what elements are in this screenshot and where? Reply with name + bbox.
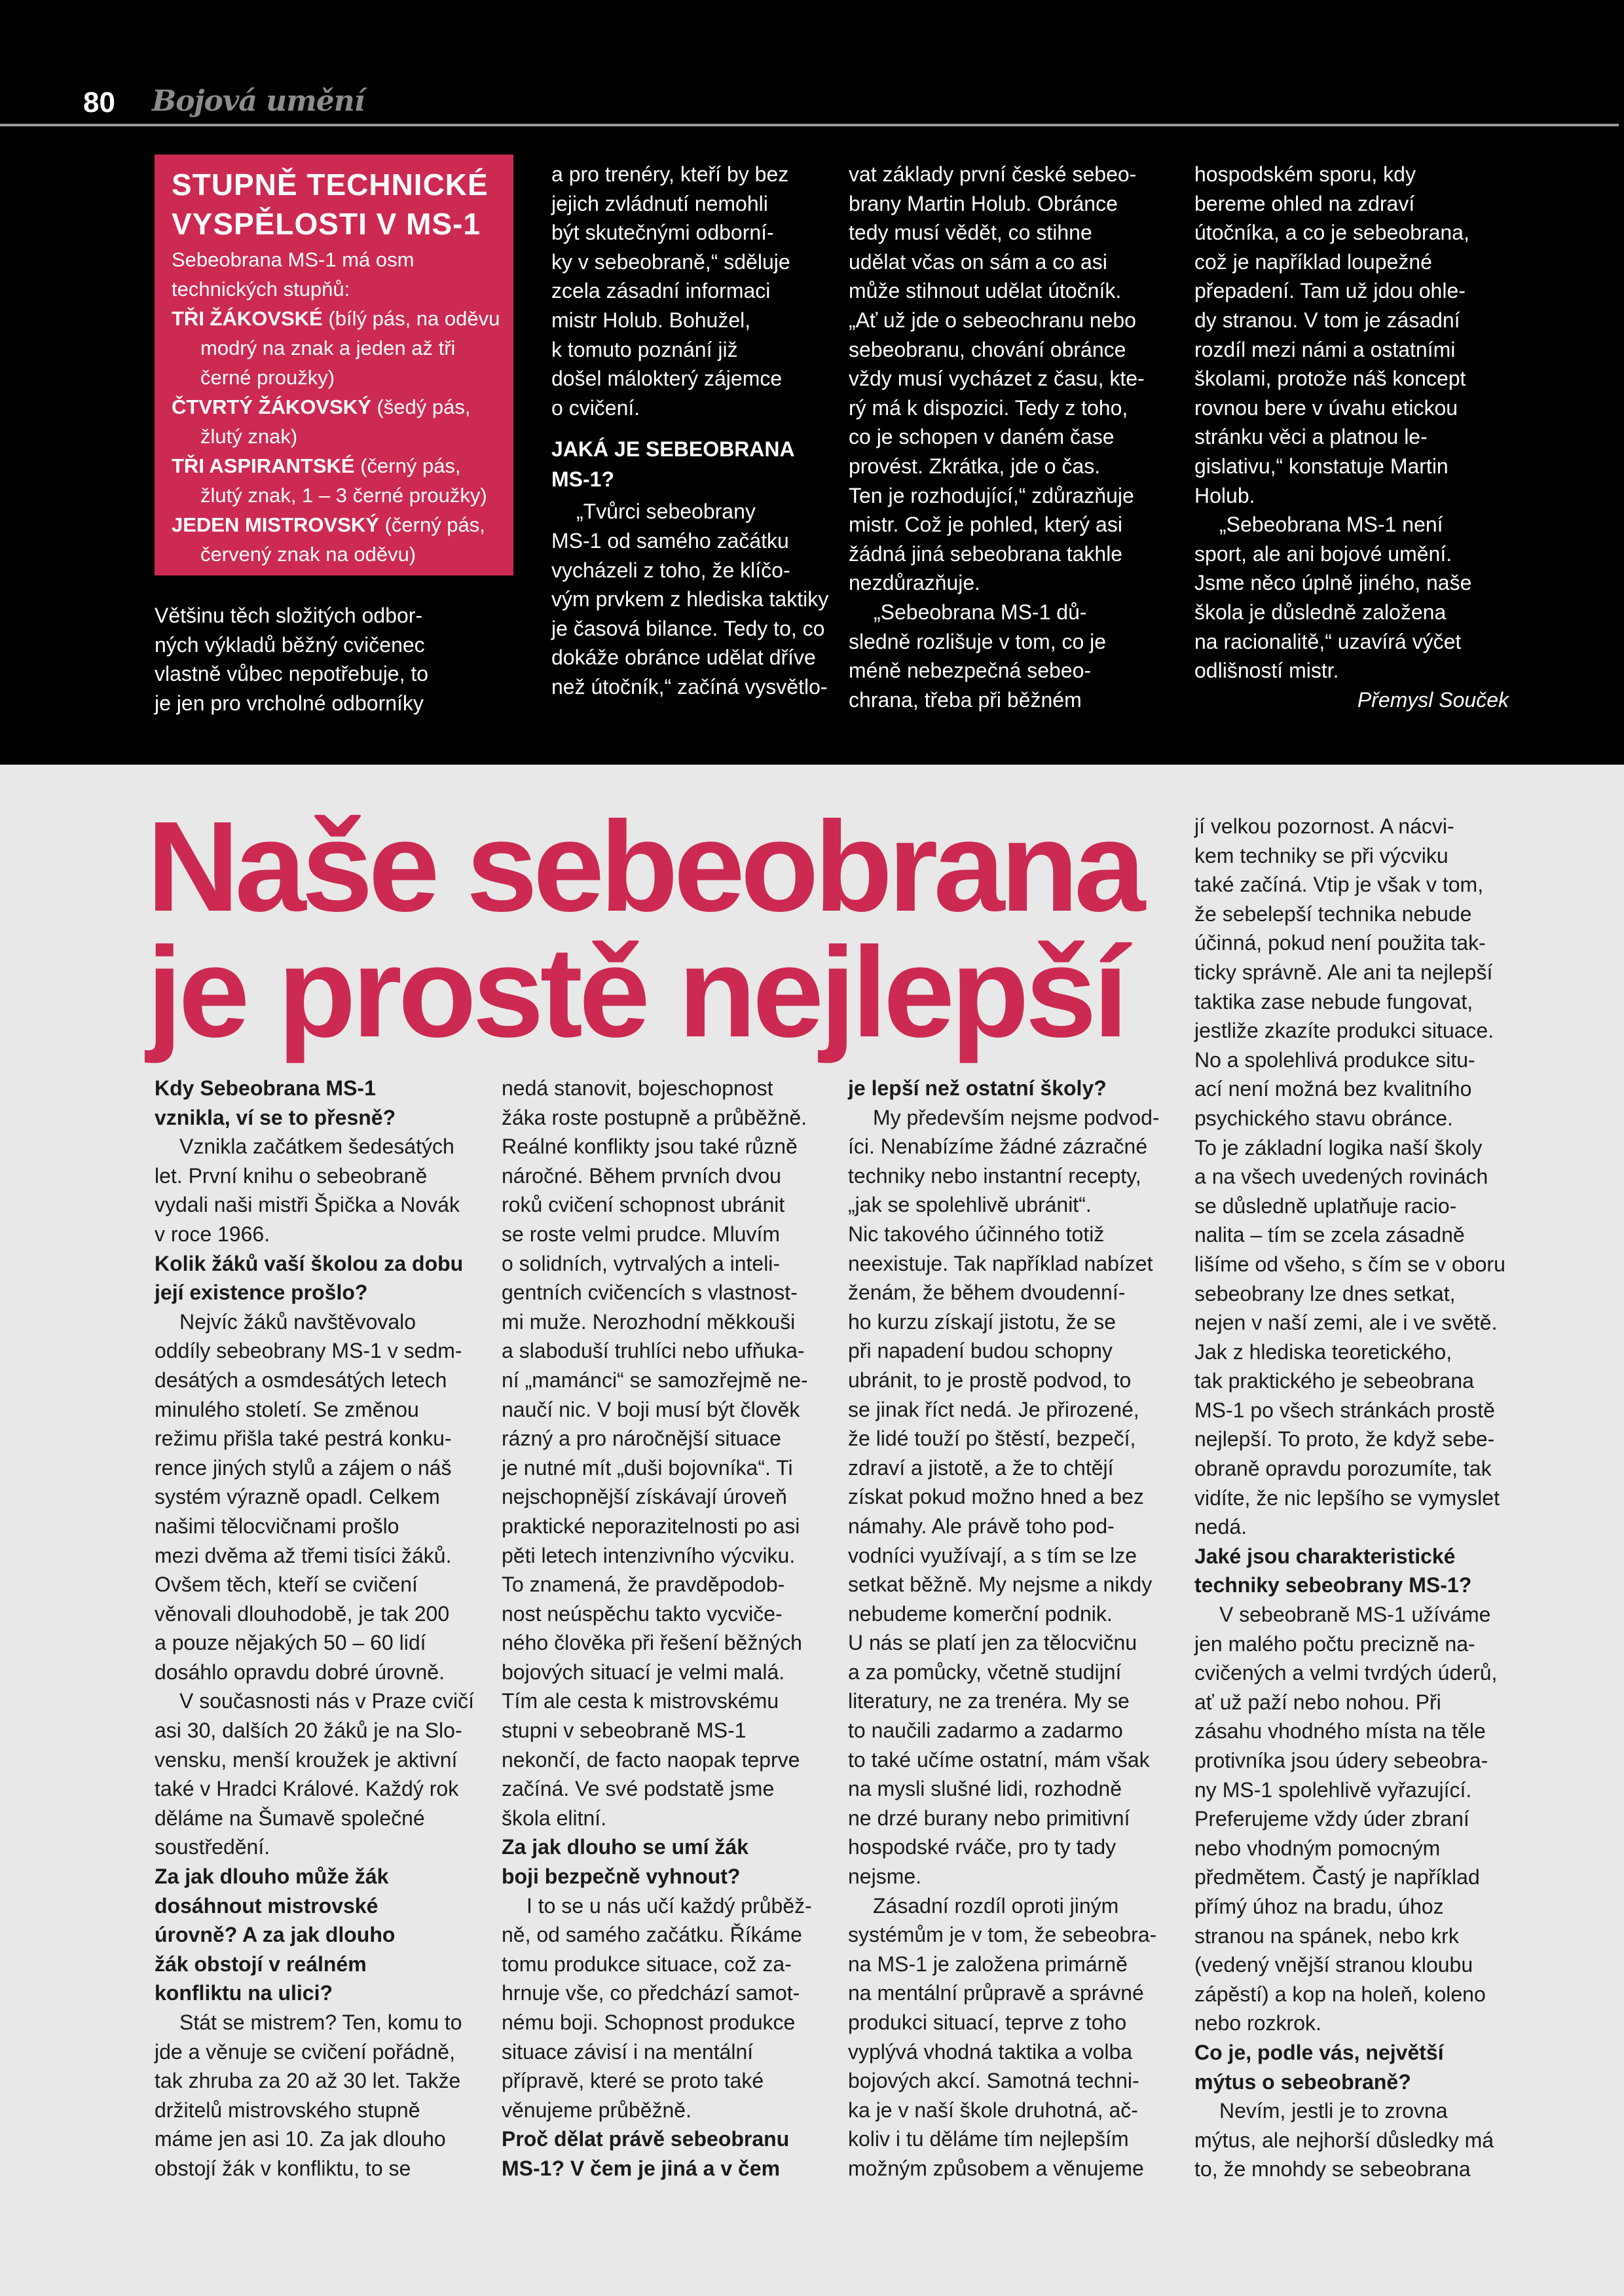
grade-desc: (šedý pás, žlutý znak) — [200, 395, 471, 448]
interview-answer: Zásadní rozdíl oproti jiným systémům je v tom, že sebeobra- na MS-1 je založena primárně na mentální průpravě a správné produkci situací, teprve z toho vyplývá vhodná taktika a volba bojových akcí. Samotná techni- ka je v naší škole druhotná, ač- koliv i tu děláme tím nejlepším možným způsobem a věnujeme — [848, 1893, 1157, 2180]
paragraph: „Tvůrci sebeobrany MS-1 od samého začátku vycházeli z toho, že klíčo- vým prvkem z hlediska taktiky je časová bilance. Tedy to, co dokáže obránce udělat dříve než útočník,“ začíná vysvětlo- — [551, 500, 829, 699]
article-column-3 — [848, 1074, 1175, 2183]
top-column-2 — [551, 160, 833, 702]
grade-item — [172, 392, 500, 451]
interview-answer: I to se u nás učí každý průběž- ně, od samého začátku. Říkáme tomu produkce situace, což za- hrnuje vše, co předchází samot- nému boji. Schopnost produkce situace závisí i na mentální přípravě, které se proto také věnujeme průběžně. — [502, 1893, 812, 2122]
author-byline: Přemysl Souček — [1357, 687, 1509, 712]
interview-question: Co je, podle vás, největší mýtus o sebeobraně? — [1194, 2040, 1444, 2094]
paragraph: Většinu těch složitých odbor- ných výkladů běžný cvičenec vlastně vůbec nepotřebuje, to je jen pro vrcholné odborníky — [155, 604, 429, 715]
grade-name: TŘI ŽÁKOVSKÉ — [172, 307, 323, 330]
grades-sidebar-box — [155, 155, 513, 575]
interview-answer: Nevím, jestli je to zrovna mýtus, ale nejhorší důsledky má to, že mnohdy se sebeobrana — [1194, 2099, 1494, 2181]
grade-desc: (bílý pás, na oděvu modrý na znak a jeden až tři černé proužky) — [200, 307, 500, 389]
paragraph: hospodském sporu, kdy bereme ohled na zdraví útočníka, a co je sebeobrana, což je například loupežné přepadení. Tam už jdou ohle- dy stranou. V tom je zásadní rozdíl mezi námi a ostatními školami, protože náš koncept rovnou bere v úvahu etickou stránku věci a platnou le- gislativu,“ konstatuje Martin Holub. — [1194, 162, 1469, 507]
interview-answer: My především nejsme podvod- íci. Nenabízíme žádné zázračné techniky nebo instantní recepty, „jak se spolehlivě ubránit“. Nic takového účinného totiž neexistuje. Tak například nabízet ženám, že během dvoudenní- ho kurzu získají jistotu, že se při napadení budou schopny ubránit, to je prostě podvod, to se jinak říct nedá. Je přirozené, že lidé touží po štěstí, bezpečí, zdraví a jistotě, a že to chtějí získat pokud možno hned a bez námahy. Ale právě toho pod- vodníci využívají, a s tím se lze setkat běžně. My nejsme a nikdy nebudeme komerční podnik. U nás se platí jen za tělocvičnu a za pomůcky, včetně studijní literatury, ne za trenéra. My se to naučili zadarmo a zadarmo to také učíme ostatní, mám však na mysli slušné lidi, rozhodně ne drzé burany nebo primitivní hospodské rváče, pro ty tady nejsme. — [848, 1105, 1160, 1889]
interview-question: Kolik žáků vaší školou za dobu její existence prošlo? — [155, 1251, 464, 1305]
grade-desc: (černý pás, červený znak na oděvu) — [200, 513, 485, 566]
article-column-1 — [155, 1074, 482, 2183]
article-column-2 — [502, 1074, 829, 2183]
grade-name: ČTVRTÝ ŽÁKOVSKÝ — [172, 395, 371, 418]
grade-item — [172, 304, 500, 392]
article-column-4 — [1194, 812, 1522, 2184]
grade-name: TŘI ASPIRANTSKÉ — [172, 454, 355, 477]
page-number: 80 — [83, 86, 115, 118]
interview-answer: Stát se mistrem? Ten, komu to jde a věnuje se cvičení pořádně, tak zhruba za 20 až 30 let. Takže držitelů mistrovského stupně máme jen asi 10. Za jak dlouho obstojí žák v konfliktu, to se — [155, 2011, 462, 2180]
top-column-4 — [1194, 160, 1509, 714]
grade-desc: (černý pás, žlutý znak, 1 – 3 černé proužky) — [200, 454, 487, 507]
article-headline — [147, 795, 1141, 1064]
header-rule — [0, 124, 1619, 126]
interview-answer: nedá stanovit, bojeschopnost žáka roste postupně a průběžně. Reálné konflikty jsou také různě náročné. Během prvních dvou roků cvičení schopnost ubránit se roste velmi prudce. Mluvím o solidních, vytrvalých a inteli- gentních cvičencích s vlastnost- mi muže. Nerozhodní měkkouši a slaboduší truhlíci nebo ufňuka- ní „mamánci“ se samozřejmě ne- naučí nic. V boji musí být člověk rázný a pro náročnější situace je nutné mít „duši bojovníka“. Ti nejschopnější získávají úroveň praktické neporazitelnosti po asi pěti letech intenzivního výcviku. To znamená, že pravděpodob- nost neúspěchu takto vycviče- ného člověka při řešení běžných bojových situací je velmi malá. Tím ale cesta k mistrovskému stupni v sebeobraně MS-1 nekončí, de facto naopak teprve začíná. Ve své podstatě jsme škola elitní. — [502, 1076, 808, 1830]
top-section — [0, 0, 1624, 765]
interview-question: Jaké jsou charakteristické techniky sebeobrany MS-1? — [1194, 1544, 1472, 1597]
interview-answer: Nejvíc žáků navštěvovalo oddíly sebeobrany MS-1 v sedm- desátých a osmdesátých letech minulého století. Se změnou režimu přišla také pestrá konku- rence jiných stylů a zájem o náš systém výrazně opadl. Celkem našimi tělocvičnami prošlo mezi dvěma až třemi tisíci žáků. Ovšem těch, kteří se cvičení věnovali dlouhodobě, je tak 200 a pouze nějakých 50 – 60 lidí dosáhlo opravdu dobré úrovně. — [155, 1309, 462, 1684]
sidebar-intro: Sebeobrana MS-1 má osm technických stupňů: — [172, 248, 415, 301]
headline-line1: Naše sebeobrana — [147, 795, 1141, 938]
paragraph: vat základy první české sebeo- brany Martin Holub. Obránce tedy musí vědět, co stihne udělat včas on sám a co asi může stihnout udělat útočník. „Ať už jde o sebeochranu nebo sebeobranu, chování obránce vždy musí vycházet z času, kte- rý má k dispozici. Tedy z toho, co je schopen v daném čase provést. Zkrátka, jde o čas. Ten je rozhodující,“ zdůrazňuje mistr. Což je pohled, který asi žádná jiná sebeobrana takhle nezdůrazňuje. — [849, 162, 1145, 595]
interview-answer: V sebeobraně MS-1 užíváme jen malého počtu precizně na- cvičených a velmi tvrdých úderů, ať už paží nebo nohou. Při zásahu vhodného místa na těle protivníka jsou údery sebeobra- ny MS-1 spolehlivě vyřazující. Preferujeme vždy úder zbraní nebo vhodným pomocným předmětem. Častý je například přímý úhoz na bradu, úhoz stranou na spánek, nebo krk (vedený vnější stranou kloubu zápěstí) a kop na holeň, koleno nebo rozkrok. — [1194, 1603, 1498, 2035]
interview-answer: jí velkou pozornost. A nácvi- kem techniky se při výcviku také začíná. Vtip je však v tom, že sebelepší technika nebude účinná, pokud není použita tak- ticky správně. Ale ani ta nejlepší taktika zase nebude fungovat, jestliže zkazíte produkci situace. No a spolehlivá produkce situ- ací není možná bez kvalitního psychického stavu obránce. To je základní logika naší školy a na všech uvedených rovinách se důsledně uplatňuje racio- nalita – tím se zcela zásadně lišíme od všeho, s čím se v oboru sebeobrany lze dnes setkat, nejen v naší zemi, ale i ve světě. Jak z hlediska teoretického, tak praktického je sebeobrana MS-1 po všech stránkách prostě nejlepší. To proto, že když sebe- obraně opravdu porozumíte, tak vidíte, že nic lepšího se vymyslet nedá. — [1194, 814, 1505, 1539]
grade-item — [172, 510, 500, 569]
grade-item — [172, 451, 500, 510]
subheading: JAKÁ JE SEBEOBRANA MS-1? — [551, 437, 795, 492]
headline-line2: je prostě nejlepší — [147, 920, 1125, 1064]
sidebar-title-line2: VYSPĚLOSTI V MS-1 — [172, 207, 481, 241]
interview-question: je lepší než ostatní školy? — [848, 1076, 1107, 1100]
interview-question: Za jak dlouho může žák dosáhnout mistrovské úrovně? A za jak dlouho žák obstojí v reálném konfliktu na ulici? — [155, 1865, 396, 2005]
sidebar-title-line1: STUPNĚ TECHNICKÉ — [172, 168, 489, 202]
interview-answer: V současnosti nás v Praze cvičí asi 30, dalších 20 žáků je na Slo- vensku, menší kroužek je aktivní také v Hradci Králové. Každý rok děláme na Šumavě společné soustředění. — [155, 1689, 474, 1859]
paragraph: „Sebeobrana MS-1 není sport, ale ani bojové umění. Jsme něco úplně jiného, naše škola je důsledně založena na racionalitě,“ uzavírá výčet odlišností mistr. — [1194, 513, 1472, 683]
interview-question: Za jak dlouho se umí žák boji bezpečně vyhnout? — [502, 1835, 748, 1889]
interview-question: Kdy Sebeobrana MS-1 vznikla, ví se to přesně? — [155, 1076, 396, 1129]
grade-name: JEDEN MISTROVSKÝ — [172, 513, 379, 536]
paragraph: a pro trenéry, kteří by bez jejich zvládnutí nemohli být skutečnými odborní- ky v sebeobraně,“ sděluje zcela zásadní informaci mistr Holub. Bohužel, k tomuto poznání již došel málokterý zájemce o cvičení. — [551, 162, 790, 420]
interview-question: Proč dělat právě sebeobranu MS-1? V čem je jiná a v čem — [502, 2127, 790, 2180]
interview-answer: Vznikla začátkem šedesátých let. První knihu o sebeobraně vydali naši mistři Špička a Novák v roce 1966. — [155, 1135, 460, 1246]
top-column-3 — [849, 160, 1170, 714]
top-column-1 — [155, 601, 482, 718]
section-title: Bojová umění — [152, 84, 365, 118]
paragraph: „Sebeobrana MS-1 dů- sledně rozlišuje v tom, co je méně nebezpečná sebeo- chrana, třeba při běžném — [849, 600, 1107, 712]
